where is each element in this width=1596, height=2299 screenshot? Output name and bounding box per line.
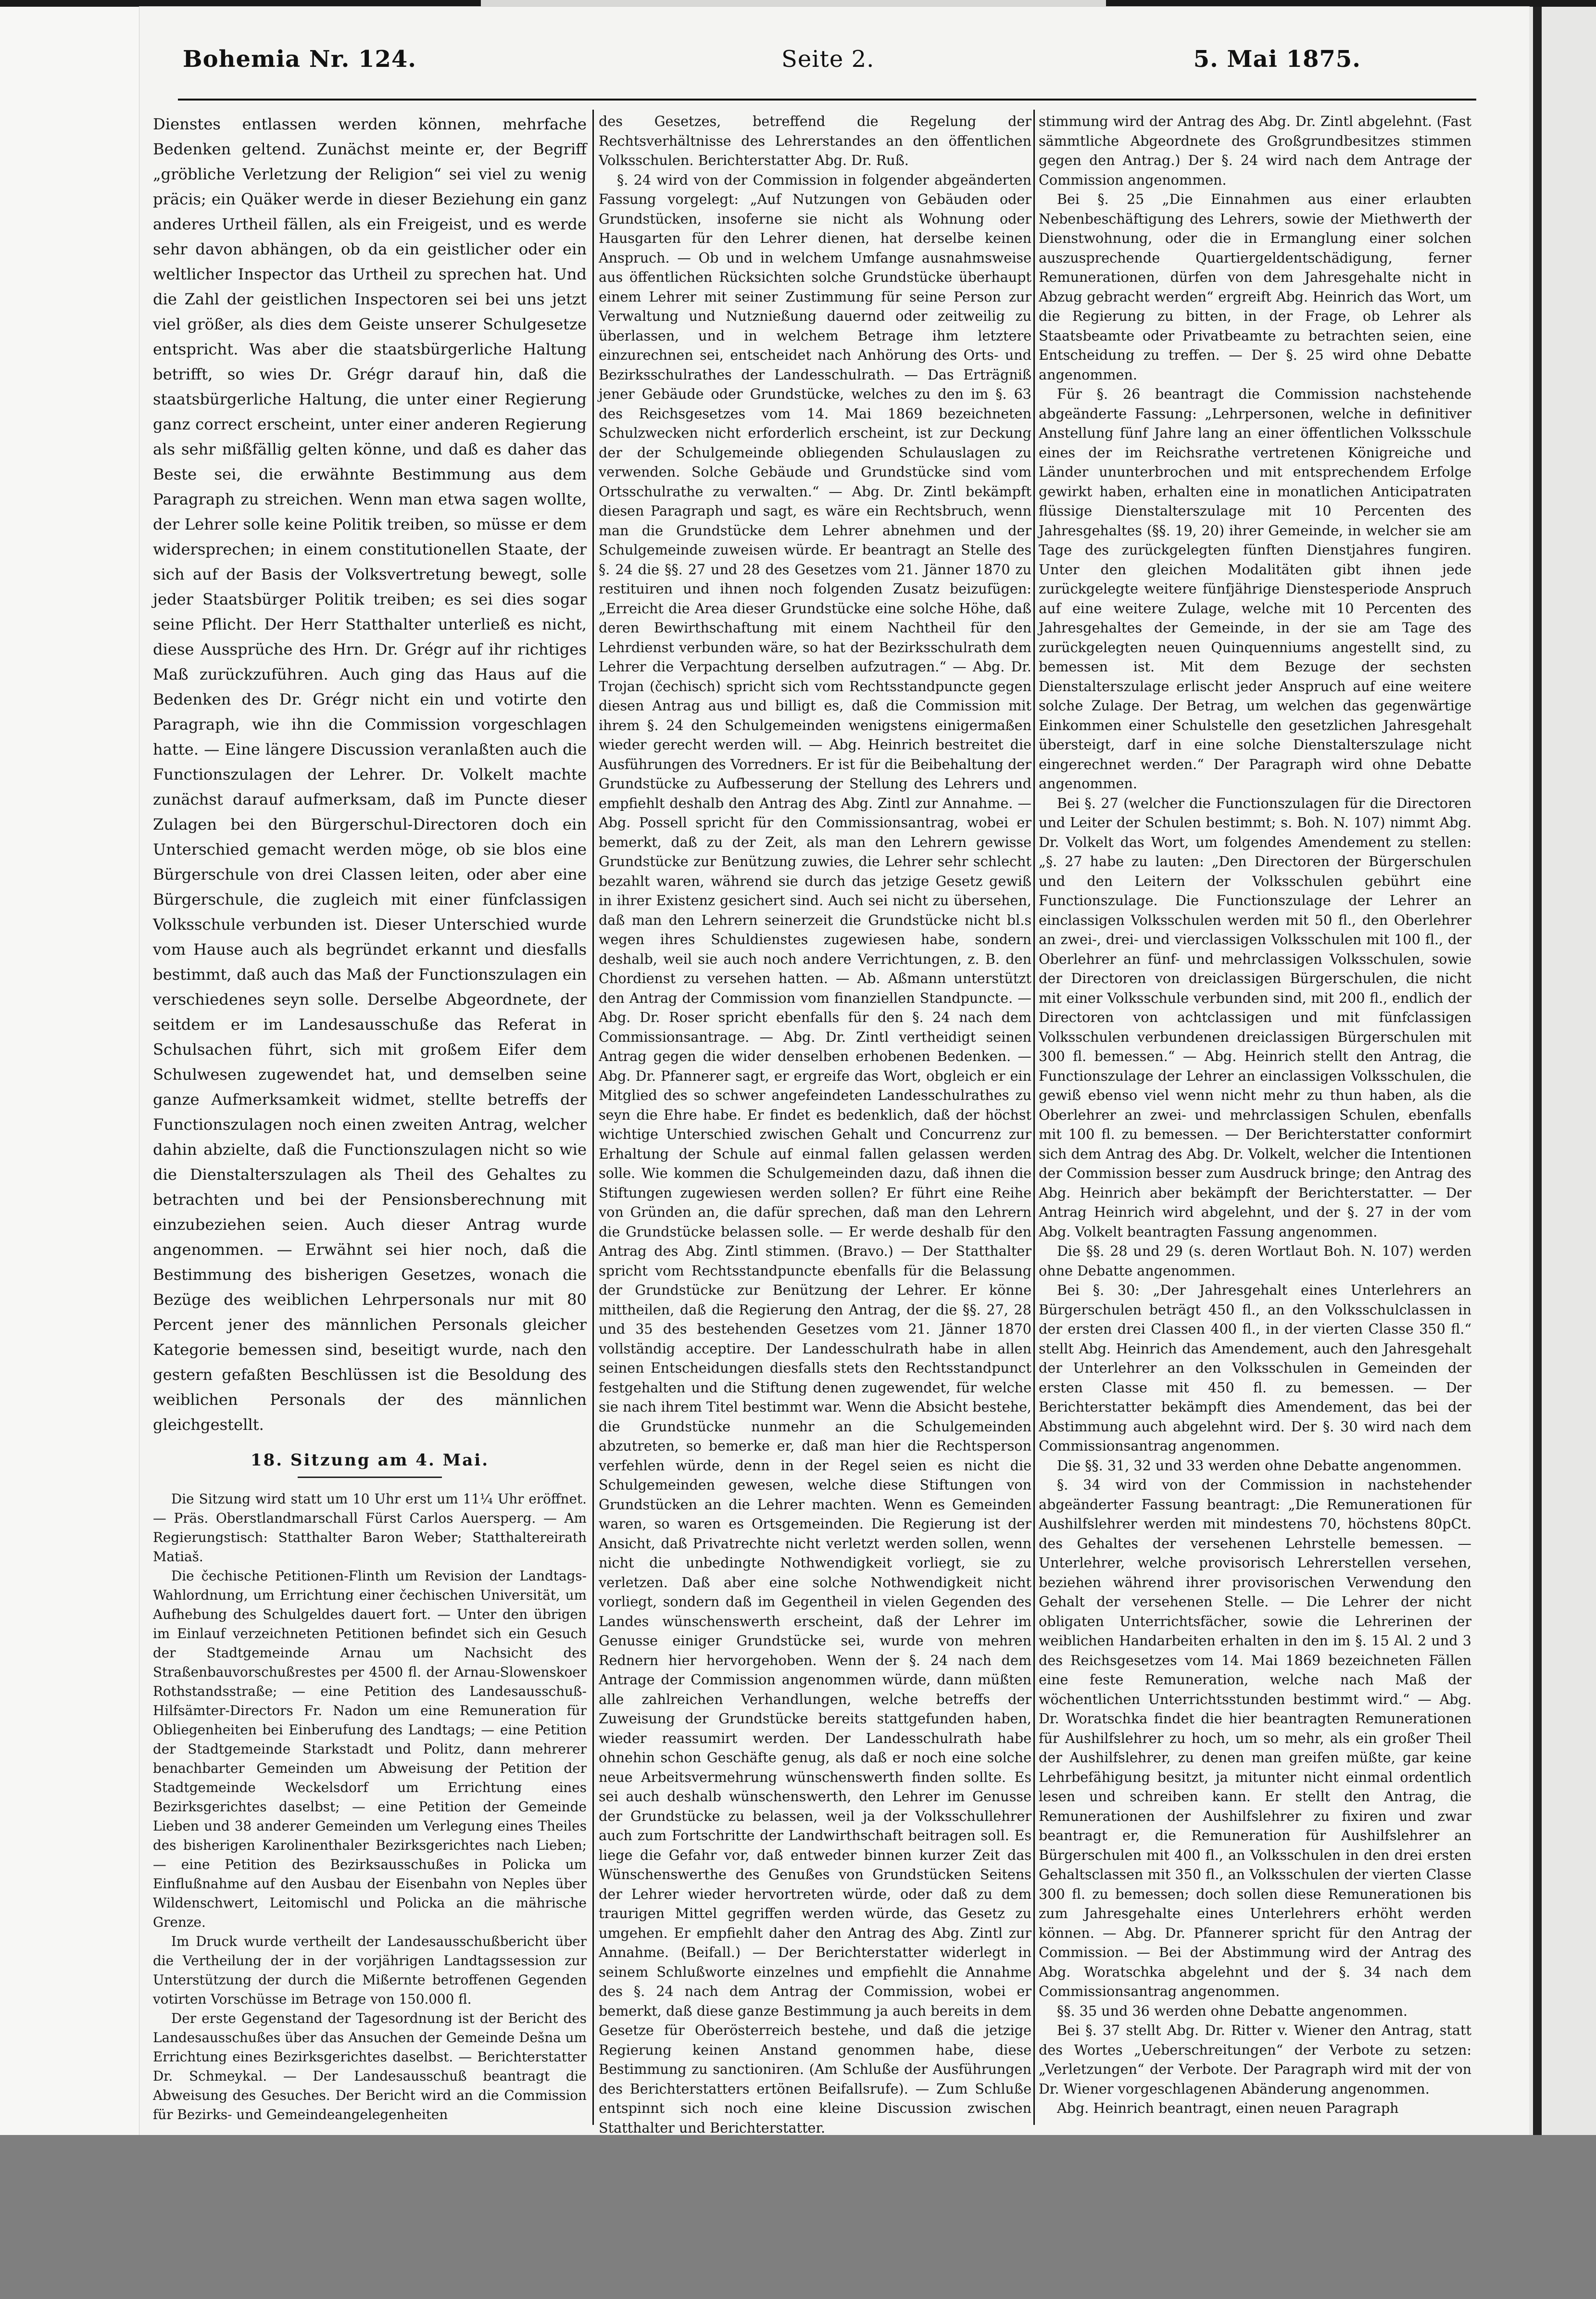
column3-paragraph-11: Abg. Heinrich beantragt, einen neuen Paragraph <box>1057 2100 1399 2116</box>
column1-paragraph-3: Die čechische Petitionen-Flinth um Revision der Landtags-Wahlordnung, um Errichtung einer čechischen Universität, um Aufhebung des Schulgeldes dauert fort. — Unter den übrigen im Einlauf verzeichneten Petitionen befindet sich ein Gesuch der Stadtgemeinde Arnau um Nachsicht des Straßenbauvorschußrestes per 4500 fl. der Arnau-Slowenskoer Rothstandsstraße; — eine Petition des Landesausschuß-Hilfsämter-Directors Fr. Nadon um eine Remuneration für Obliegenheiten bei Einberufung des Landtags; — eine Petition der Stadtgemeinde Starkstadt und Politz, dann mehrerer benachbarter Gemeinden um Abweisung der Petition der Stadtgemeinde Weckelsdorf um Errichtung eines Bezirksgerichtes daselbst; — eine Petition der Gemeinde Lieben und 38 anderer Gemeinden um Verlegung eines Theiles des bisherigen Karolinenthaler Bezirksgerichtes nach Lieben; — eine Petition des Bezirksausschußes in Policka um Einflußnahme auf den Ausbau der Eisenbahn von Neples über Wildenschwert, Leitomischl und Policka an die mährische Grenze. <box>153 1568 587 1930</box>
masthead-issue: Bohemia Nr. 124. <box>183 46 416 73</box>
column3-paragraph-4: Bei §. 27 (welcher die Functionszulagen für die Directoren und Leiter der Schulen bestimmt; s. Boh. N. 107) nimmt Abg. Dr. Volkelt das Wort, um folgendes Amendement zu stellen: „§. 27 habe zu lauten: „Den Directoren der Bürgerschulen und den Leitern der Volksschulen gebührt eine Functionszulage. Die Functionszulage der Lehrer an einclassigen Volksschulen werden mit 50 fl., den Oberlehrer an zwei-, drei- und vierclassigen Volksschulen mit 100 fl., der Oberlehrer an fünf- und mehrclassigen Volksschulen, sowie der Directoren von dreiclassigen Bürgerschulen, die nicht mit einer Volksschule verbunden sind, mit 200 fl., endlich der Directoren von achtclassigen und mit fünfclassigen Volksschulen verbundenen dreiclassigen Bürgerschulen mit 300 fl. bemessen.“ — Abg. Heinrich stellt den Antrag, die Functionszulage der Lehrer an einclassigen Volksschulen, die gewiß ebenso viel wenn nicht mehr zu thun haben, als die Oberlehrer an zwei- und mehrclassigen Schulen, ebenfalls mit 100 fl. zu bemessen. — Der Berichterstatter conformirt sich dem Antrag des Abg. Dr. Volkelt, welcher die Intentionen der Commission besser zum Ausdruck bringe; den Antrag des Abg. Heinrich aber bekämpft der Berichterstatter. — Der Antrag Heinrich wird abgelehnt, und der §. 27 in der vom Abg. Volkelt beantragten Fassung angenommen. <box>1039 795 1471 1240</box>
column1-paragraph-5: Der erste Gegenstand der Tagesordnung ist der Bericht des Landesausschußes über das Ansuchen der Gemeinde Dešna um Errichtung eines Bezirksgerichtes daselbst. — Berichterstatter Dr. Schmeykal. — Der Landesausschuß beantragt die Abweisung des Gesuches. Der Bericht wird an die Commission für Bezirks- und Gemeindeangelegenheiten <box>153 2010 587 2122</box>
session-heading <box>153 1448 587 1478</box>
column-rule-1 <box>592 110 594 2125</box>
column1-paragraph-1: Dienstes entlassen werden können, mehrfache Bedenken geltend. Zunächst meinte er, der Begriff „gröbliche Verletzung der Religion“ sei viel zu wenig präcis; ein Quäker werde in dieser Beziehung ein ganz anderes Urtheil fällen, als ein Freigeist, und es werde sehr davon abhängen, ob da ein geistlicher oder ein weltlicher Inspector das Urtheil zu sprechen hat. Und die Zahl der geistlichen Inspectoren sei bei uns jetzt viel größer, als dies dem Geiste unserer Schulgesetze entspricht. Was aber die staatsbürgerliche Haltung betrifft, so wies Dr. Grégr darauf hin, daß die staatsbürgerliche Haltung, die unter einer Regierung ganz correct erscheint, unter einer anderen Regierung als sehr mißfällig gelten könne, und daß es daher das Beste sei, die erwähnte Bestimmung aus dem Paragraph zu streichen. Wenn man etwa sagen wollte, der Lehrer solle keine Politik treiben, so müsse er dem widersprechen; in einem constitutionellen Staate, der sich auf der Basis der Volksvertretung bewegt, solle jeder Staatsbürger Politik treiben; es sei dies sogar seine Pflicht. Der Herr Statthalter unterließ es nicht, diese Aussprüche des Hrn. Dr. Grégr auf ihr richtiges Maß zurückzuführen. Auch ging das Haus auf die Bedenken des Dr. Grégr nicht ein und votirte den Paragraph, wie ihn die Commission vorgeschlagen hatte. — Eine längere Discussion veranlaßten auch die Functionszulagen der Lehrer. Dr. Volkelt machte zunächst darauf aufmerksam, daß im Puncte dieser Zulagen bei den Bürgerschul-Directoren doch ein Unterschied gemacht werden möge, ob sie blos eine Bürgerschule von drei Classen leiten, oder aber eine Bürgerschule, die zugleich mit einer fünfclassigen Volksschule verbunden ist. Dieser Unterschied wurde vom Hause auch als begründet erkannt und diesfalls bestimmt, daß auch das Maß der Functionszulagen ein verschiedenes seyn solle. Derselbe Abgeordnete, der seitdem er im Landesausschuße das Referat in Schulsachen führt, sich mit großem Eifer dem Schulwesen zugewendet hat, und demselben seine ganze Aufmerksamkeit widmet, stellte betreffs der Functionszulagen noch einen zweiten Antrag, welcher dahin abzielte, daß die Functionszulagen nicht so wie die Dienstalterszulagen als Theil des Gehaltes zu betrachten und bei der Pensionsberechnung mit einzubeziehen seien. Auch dieser Antrag wurde angenommen. — Erwähnt sei hier noch, daß die Bestimmung des bisherigen Gesetzes, wonach die Bezüge des weiblichen Lehrpersonals nur mit 80 Percent jener des männlichen Personals gleicher Kategorie bemessen sind, beseitigt wurde, nach den gestern gefaßten Beschlüssen ist die Besoldung des weiblichen Personals der des männlichen gleichgestellt. <box>153 115 587 1434</box>
column3-paragraph-6: Bei §. 30: „Der Jahresgehalt eines Unterlehrers an Bürgerschulen beträgt 450 fl., an den Volksschulclassen in der ersten drei Classen 400 fl., in der vierten Classe 350 fl.“ stellt Abg. Heinrich das Amendement, auch den Jahresgehalt der Unterlehrer an den Volksschulen in Gemeinden der ersten Classe mit 450 fl. zu bemessen. — Der Berichterstatter bekämpft dies Amendement, das bei der Abstimmung auch abgelehnt wird. Der §. 30 wird nach dem Commissionsantrag angenommen. <box>1039 1282 1471 1454</box>
scan-top-gap <box>481 0 1106 7</box>
column2-paragraph-1: des Gesetzes, betreffend die Regelung der Rechtsverhältnisse des Lehrerstandes an den öffentlichen Volksschulen. Berichterstatter Abg. Dr. Ruß. <box>599 113 1031 168</box>
scan-right-margin <box>1529 7 1596 2135</box>
masthead <box>183 46 1361 89</box>
article-column-1 <box>153 112 587 2127</box>
column1-paragraph-2: Die Sitzung wird statt um 10 Uhr erst um 11¼ Uhr eröffnet. — Präs. Oberstlandmarschall Fürst Carlos Auersperg. — Am Regierungstisch: Statthalter Baron Weber; Statthaltereirath Matiaš. <box>153 1491 587 1565</box>
article-column-3 <box>1039 112 1471 2127</box>
session-heading-text: 18. Sitzung am 4. Mai. <box>250 1451 490 1470</box>
scan-left-margin <box>0 7 139 2135</box>
column3-paragraph-3: Für §. 26 beantragt die Commission nachstehende abgeänderte Fassung: „Lehrpersonen, welche in definitiver Anstellung fünf Jahre lang an einer öffentlichen Volksschule eines der im Reichsrathe vertretenen Königreiche und Länder ununterbrochen und mit entsprechendem Erfolge gewirkt haben, erhalten eine in monatlichen Anticipatraten flüssige Dienstalterszulage mit 10 Percenten des Jahresgehaltes (§§. 19, 20) ihrer Gemeinde, in welcher sie am Tage des zurückgelegten fünften Dienstjahres fungiren. Unter den gleichen Modalitäten gibt ihnen jede zurückgelegte weitere fünfjährige Dienstesperiode Anspruch auf eine weitere Zulage, welche mit 10 Percenten des Jahresgehaltes der Gemeinde, in der sie am Tage des zurückgelegten neuen Quinquenniums angestellt sind, zu bemessen ist. Mit dem Bezuge der sechsten Dienstalterszulage erlischt jeder Anspruch auf eine weitere solche Zulage. Der Betrag, um welchen das gegenwärtige Einkommen einer Schulstelle den gesetzlichen Jahresgehalt übersteigt, darf in eine solche Dienstalterszulage nicht eingerechnet werden.“ Der Paragraph wird ohne Debatte angenommen. <box>1039 386 1471 792</box>
column3-paragraph-2: Bei §. 25 „Die Einnahmen aus einer erlaubten Nebenbeschäftigung des Lehrers, sowie der Miethwerth der Dienstwohnung, oder die in Ermanglung einer solchen auszusprechende Quartiergeldentschädigung, ferner Remunerationen, dürfen von dem Jahresgehalte nicht in Abzug gebracht werden“ ergreift Abg. Heinrich das Wort, um die Regierung zu bitten, in der Frage, ob Lehrer als Staatsbeamte oder Privatbeamte zu betrachten seien, eine Entscheidung zu treffen. — Der §. 25 wird ohne Debatte angenommen. <box>1039 191 1471 383</box>
article-column-2 <box>599 112 1031 2136</box>
column1-paragraph-4: Im Druck wurde vertheilt der Landesausschußbericht über die Vertheilung der in der vorjährigen Landtagssession zur Unterstützung der durch die Mißernte betroffenen Gegenden votirten Vorschüsse im Betrage von 150.000 fl. <box>153 1933 587 2007</box>
column-rule-2 <box>1033 110 1035 2125</box>
masthead-date: 5. Mai 1875. <box>1193 46 1361 73</box>
masthead-page-number: Seite 2. <box>781 46 875 73</box>
heading-underline <box>298 1477 442 1478</box>
column3-paragraph-9: §§. 35 und 36 werden ohne Debatte angenommen. <box>1057 2002 1407 2019</box>
column3-paragraph-1: stimmung wird der Antrag des Abg. Dr. Zintl abgelehnt. (Fast sämmtliche Abgeordnete des Großgrundbesitzes stimmen gegen den Antrag.) Der §. 24 wird nach dem Antrage der Commission angenommen. <box>1039 113 1471 188</box>
scan-binding-edge <box>1533 7 1542 2135</box>
column2-paragraph-2: §. 24 wird von der Commission in folgender abgeänderten Fassung vorgelegt: „Auf Nutzungen von Gebäuden oder Grundstücken, insoferne sie nicht als Wohnung oder Hausgarten für den Lehrer dienen, hat derselbe keinen Anspruch. — Ob und in welchem Umfange ausnahmsweise aus öffentlichen Rücksichten solche Grundstücke überhaupt einem Lehrer mit seiner Zustimmung für seine Person zur Verwaltung und Nutznießung dauernd oder zeitweilig zu überlassen, und in welchem Betrage ihm letztere einzurechnen sei, entscheidet nach Anhörung des Orts- und Bezirksschulrathes der Landesschulrath. — Das Erträgniß jener Gebäude oder Grundstücke, welches zu den im §. 63 des Reichsgesetzes vom 14. Mai 1869 bezeichneten Schulzwecken nicht erforderlich erscheint, ist zur Deckung der der Schulgemeinde obliegenden Schulauslagen zu verwenden. Solche Gebäude und Grundstücke sind vom Ortsschulrathe zu verwalten.“ — Abg. Dr. Zintl bekämpft diesen Paragraph und sagt, es wäre ein Rechtsbruch, wenn man die Grundstücke dem Lehrer abnehmen und der Schulgemeinde zuweisen würde. Er beantragt an Stelle des §. 24 die §§. 27 und 28 des Gesetzes vom 21. Jänner 1870 zu restituiren und ihnen noch folgenden Zusatz beizufügen: „Erreicht die Area dieser Grundstücke eine solche Höhe, daß deren Bewirthschaftung mit einem Nachtheil für den Lehrdienst verbunden wäre, so hat der Bezirksschulrath dem Lehrer die Verpachtung derselben aufzutragen.“ — Abg. Dr. Trojan (čechisch) spricht sich vom Rechtsstandpuncte gegen diesen Antrag aus und billigt es, daß die Commission mit ihrem §. 24 den Schulgemeinden wenigstens einigermaßen wieder gerecht werden will. — Abg. Heinrich bestreitet die Ausführungen des Vorredners. Er ist für die Beibehaltung der Grundstücke zu Aufbesserung der Stellung des Lehrers und empfiehlt deshalb den Antrag des Abg. Zintl zur Annahme. — Abg. Possell spricht für den Commissionsantrag, wobei er bemerkt, daß zu der Zeit, als man den Lehrern gewisse Grundstücke zur Benützung zuwies, die Lehrer sehr schlecht bezahlt waren, während sie durch das jetzige Gesetz gewiß in ihrer Existenz gesichert sind. Auch sei nicht zu übersehen, daß man den Lehrern seinerzeit die Grundstücke nicht bl.s wegen ihres Schuldienstes zugewiesen habe, sondern deshalb, weil sie auch noch andere Verrichtungen, z. B. den Chordienst zu versehen hatten. — Ab. Aßmann unterstützt den Antrag der Commission vom finanziellen Standpuncte. — Abg. Dr. Roser spricht ebenfalls für den §. 24 nach dem Commissionsantrage. — Abg. Dr. Zintl vertheidigt seinen Antrag gegen die wider denselben erhobenen Bedenken. — Abg. Dr. Pfannerer sagt, er ergreife das Wort, obgleich er ein Mitglied des so schwer angefeindeten Landesschulrathes zu seyn die Ehre habe. Er findet es bedenklich, daß der höchst wichtige Unterschied zwischen Gehalt und Concurrenz zur Erhaltung der Schule auf einmal fallen gelassen werden solle. Wie kommen die Schulgemeinden dazu, daß ihnen die Stiftungen zugewiesen werden sollen? Er führt eine Reihe von Gründen an, die dafür sprechen, daß man den Lehrern die Grundstücke belassen solle. — Er werde deshalb für den Antrag des Abg. Zintl stimmen. (Bravo.) — Der Statthalter spricht vom Rechtsstandpuncte ebenfalls für die Belassung der Grundstücke zur Benützung der Lehrer. Er könne mittheilen, daß die Regierung den Antrag, der die §§. 27, 28 und 35 des bestehenden Gesetzes vom 21. Jänner 1870 vollständig acceptire. Der Landesschulrath habe in allen seinen Entscheidungen diesfalls stets den Rechtsstandpunct festgehalten und die Stiftung denen zugewendet, für welche sie nach ihrem Titel bestimmt war. Wenn die Absicht bestehe, die Grundstücke nunmehr an die Schulgemeinden abzutreten, so bemerke er, daß man hier die Rechtsperson verfehlen würde, denn in der Regel seien es nicht die Schulgemeinden gewesen, welche diese Stiftungen von Grundstücken an die Lehrer machten. Wenn es Gemeinden waren, so waren es Ortsgemeinden. Die Regierung ist der Ansicht, daß Privatrechte nicht verletzt werden sollen, wenn nicht die unbedingte Nothwendigkeit vorliegt, sie zu verletzen. Daß aber eine solche Nothwendigkeit nicht vorliegt, sondern daß im Gegentheil in vielen Gegenden des Landes wünschenswerth erscheint, daß der Lehrer im Genusse einiger Grundstücke sei, wurde von mehren Rednern hier hervorgehoben. Wenn der §. 24 nach dem Antrage der Commission angenommen würde, dann müßten alle zahlreichen Verhandlungen, welche betreffs der Zuweisung der Grundstücke bereits stattgefunden haben, wieder reassumirt werden. Der Landesschulrath habe ohnehin schon Geschäfte genug, als daß er noch eine solche neue Arbeitsvermehrung wünschenswerth finden sollte. Es sei auch deshalb wünschenswerth, den Lehrer im Genusse der Grundstücke zu belassen, weil ja der Volksschullehrer auch zum Fortschritte der Landwirthschaft beitragen soll. Es liege die Gefahr vor, daß entweder binnen kurzer Zeit das Wünschenswerthe des Genußes von Grundstücken Seitens der Lehrer wieder hervortreten würde, oder daß zu dem traurigen Mittel gegriffen werden würde, das Gesetz zu umgehen. Er empfiehlt daher den Antrag des Abg. Zintl zur Annahme. (Beifall.) — Der Berichterstatter widerlegt in seinem Schlußworte einzelnes und empfiehlt die Annahme des §. 24 nach dem Antrag der Commission, wobei er bemerkt, daß diese ganze Bestimmung ja auch bereits in dem Gesetze für Oberösterreich bestehe, und daß die jetzige Regierung keinen Anstand genommen habe, diese Bestimmung zu sanctioniren. (Am Schluße der Ausführungen des Berichterstatters ertönen Beifallsrufe). — Zum Schluße entspinnt sich noch eine kleine Discussion zwischen Statthalter und Berichterstatter. <box>599 171 1031 2136</box>
column3-paragraph-5: Die §§. 28 und 29 (s. deren Wortlaut Boh. N. 107) werden ohne Debatte angenommen. <box>1039 1243 1471 1279</box>
scan-bottom-band <box>0 2135 1596 2299</box>
header-rule <box>178 99 1476 101</box>
column3-paragraph-8: §. 34 wird von der Commission in nachstehender abgeänderter Fassung beantragt: „Die Remunerationen für Aushilfslehrer werden mit mindestens 70, höchstens 80pCt. des Gehaltes der versehenen Lehrstelle bemessen. — Unterlehrer, welche provisorisch Lehrerstellen versehen, beziehen während ihrer provisorischen Verwendung den Gehalt der versehenen Stelle. — Die Lehrer der nicht obligaten Unterrichtsfächer, sowie die Lehrerinen der weiblichen Handarbeiten erhalten in den im §. 15 Al. 2 und 3 des Reichsgesetzes vom 14. Mai 1869 bezeichneten Fällen eine feste Remuneration, welche nach Maß der wöchentlichen Unterrichtsstunden bestimmt wird.“ — Abg. Dr. Woratschka findet die hier beantragten Remunerationen für Aushilfslehrer zu hoch, um so mehr, als ein großer Theil der Aushilfslehrer, zu denen man greifen müßte, gar keine Lehrbefähigung besitzt, ja mitunter nicht einmal ordentlich lesen und schreiben kann. Er stellt den Antrag, die Remunerationen der Aushilfslehrer zu fixiren und zwar beantragt er, die Remuneration für Aushilfslehrer an Bürgerschulen mit 400 fl., an Volksschulen in den drei ersten Gehaltsclassen mit 350 fl., an Volksschulen der vierten Classe 300 fl. zu bemessen; doch sollen diese Remunerationen bis zum Jahresgehalte eines Unterlehrers erhöht werden können. — Abg. Dr. Pfannerer spricht für den Antrag der Commission. — Bei der Abstimmung wird der Antrag des Abg. Woratschka abgelehnt und der §. 34 nach dem Commissionsantrag angenommen. <box>1039 1477 1471 1999</box>
column3-paragraph-10: Bei §. 37 stellt Abg. Dr. Ritter v. Wiener den Antrag, statt des Wortes „Ueberschreitungen“ der Verbote zu setzen: „Verletzungen“ der Verbote. Der Paragraph wird mit der von Dr. Wiener vorgeschlagenen Abänderung angenommen. <box>1039 2022 1471 2097</box>
column3-paragraph-7: Die §§. 31, 32 und 33 werden ohne Debatte angenommen. <box>1057 1457 1462 1474</box>
